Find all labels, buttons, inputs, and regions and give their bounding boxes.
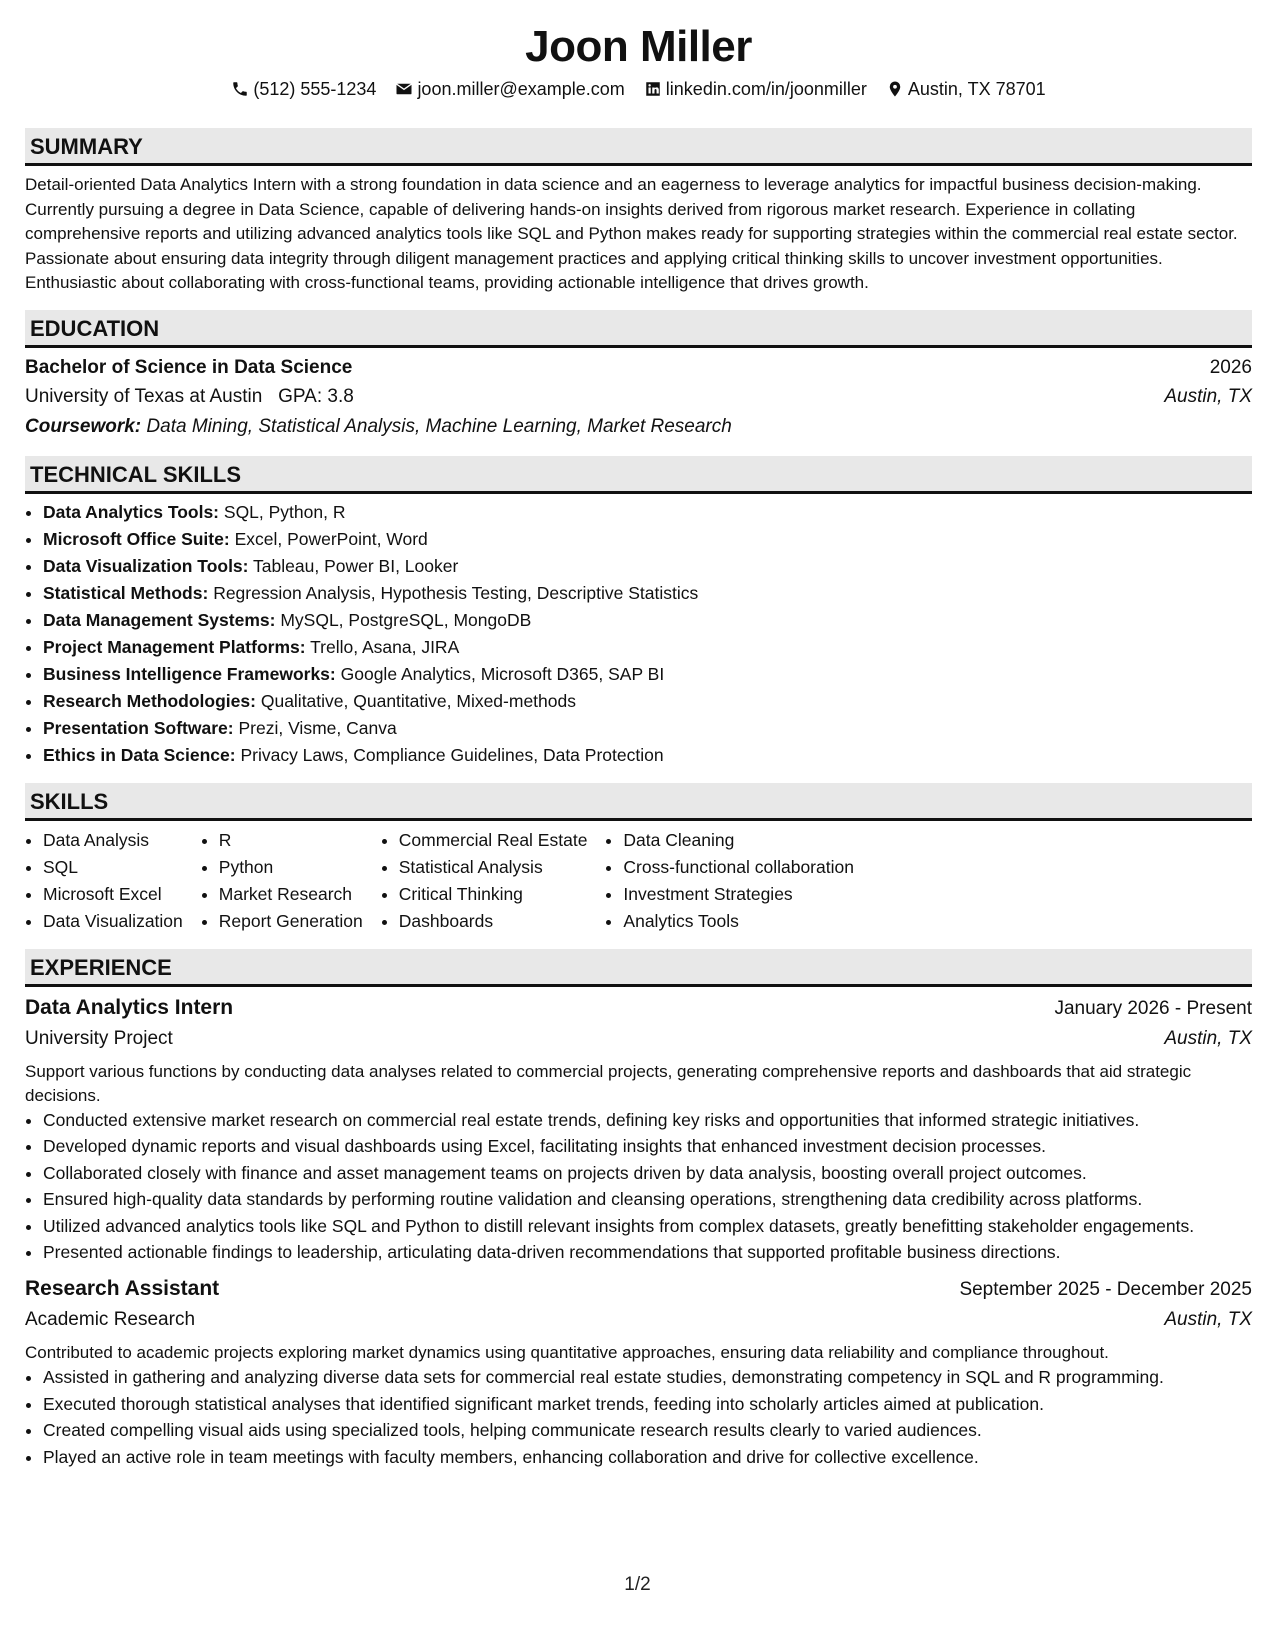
skill-item: • Statistical Analysis xyxy=(399,854,588,881)
skill-item: • Microsoft Excel xyxy=(43,881,183,908)
contact-linkedin[interactable] xyxy=(644,77,867,101)
linkedin-text[interactable]: linkedin.com/in/joonmiller xyxy=(665,79,867,99)
skills-header: SKILLS xyxy=(25,783,1252,821)
job-entry xyxy=(25,993,1252,1265)
job-location: Austin, TX xyxy=(1164,1309,1252,1330)
map-pin-icon xyxy=(886,80,904,98)
phone-icon xyxy=(231,80,249,98)
technical-skill-item xyxy=(43,634,1252,661)
job-entry xyxy=(25,1274,1252,1469)
job-bullet: • Executed thorough statistical analyses that identified significant market trends, feeding into scholarly articles aimed at publication. xyxy=(43,1392,1252,1416)
summary-text: Detail-oriented Data Analytics Intern with a strong foundation in data science and an eagerness to leverage analytics for impactful business decision-making. Currently pursuing a degree in Data Science, capable of delivering hands-on insights derived from rigorous market research. Experience in collating comprehensive reports and utilizing advanced analytics tools like SQL and Python makes ready for supporting strategies within the commercial real estate sector. Passionate about ensuring data integrity through diligent management practices and applying critical thinking skills to uncover investment opportunities. Enthusiastic about collaborating with cross-functional teams, providing actionable intelligence that drives growth. xyxy=(25,175,1238,292)
envelope-icon xyxy=(395,80,413,98)
skill-item: • R xyxy=(219,827,363,854)
technical-skill-value: Qualitative, Quantitative, Mixed-methods xyxy=(260,690,576,711)
job-description: Support various functions by conducting data analyses related to commercial projects, generating comprehensive reports and dashboards that aid strategic decisions. xyxy=(25,1061,1192,1105)
skills-grid xyxy=(25,827,1252,935)
technical-skill-value: Tableau, Power BI, Looker xyxy=(253,555,459,576)
technical-skill-item xyxy=(43,499,1252,526)
degree-year: 2026 xyxy=(1209,356,1252,378)
email-text[interactable]: joon.miller@example.com xyxy=(417,79,625,99)
linkedin-icon xyxy=(644,80,662,98)
technical-skill-item xyxy=(43,715,1252,742)
technical-skill-item xyxy=(43,580,1252,607)
technical-skill-label: Research Methodologies: xyxy=(43,690,256,711)
experience-header: EXPERIENCE xyxy=(25,949,1252,987)
education-entry xyxy=(25,354,1252,442)
location-text: Austin, TX 78701 xyxy=(907,79,1046,99)
job-bullet: • Collaborated closely with finance and asset management teams on projects driven by data analysis, boosting overall project outcomes. xyxy=(43,1161,1252,1185)
technical-skill-item xyxy=(43,688,1252,715)
skills-column xyxy=(201,827,363,935)
job-dates: September 2025 - December 2025 xyxy=(959,1279,1252,1300)
education-header: EDUCATION xyxy=(25,310,1252,348)
technical-skill-label: Microsoft Office Suite: xyxy=(43,528,230,549)
skill-item: • Data Cleaning xyxy=(623,827,854,854)
skill-item: • Data Analysis xyxy=(43,827,183,854)
technical-skill-label: Business Intelligence Frameworks: xyxy=(43,663,336,684)
technical-skill-value: Prezi, Visme, Canva xyxy=(238,717,397,738)
job-bullet: • Presented actionable findings to leadership, articulating data-driven recommendations that supported profitable business directions. xyxy=(43,1240,1252,1264)
skill-item: • Data Visualization xyxy=(43,908,183,935)
job-bullet: • Assisted in gathering and analyzing diverse data sets for commercial real estate studies, demonstrating competency in SQL and R programming. xyxy=(43,1365,1252,1389)
job-bullets xyxy=(25,1365,1252,1469)
technical-skill-label: Presentation Software: xyxy=(43,717,234,738)
skill-item: • Market Research xyxy=(219,881,363,908)
job-title: Data Analytics Intern xyxy=(25,995,234,1019)
technical-skill-value: Excel, PowerPoint, Word xyxy=(234,528,428,549)
job-title: Research Assistant xyxy=(25,1277,220,1300)
job-organization: Academic Research xyxy=(25,1309,196,1330)
contact-email[interactable] xyxy=(395,77,624,101)
job-bullets xyxy=(25,1108,1252,1265)
job-bullet: • Created compelling visual aids using specialized tools, helping communicate research results clearly to varied audiences. xyxy=(43,1418,1252,1442)
gpa: GPA: 3.8 xyxy=(278,385,354,407)
contact-location xyxy=(886,77,1046,101)
technical-skill-value: MySQL, PostgreSQL, MongoDB xyxy=(280,609,532,630)
resume-page xyxy=(25,20,1252,1471)
technical-skill-value: Privacy Laws, Compliance Guidelines, Data Protection xyxy=(240,744,664,765)
job-location: Austin, TX xyxy=(1164,1027,1252,1049)
technical-skill-item xyxy=(43,607,1252,634)
job-organization: University Project xyxy=(25,1027,173,1049)
technical-skill-label: Data Analytics Tools: xyxy=(43,501,220,522)
technical-skills-header: TECHNICAL SKILLS xyxy=(25,456,1252,494)
skill-item: • Report Generation xyxy=(219,908,363,935)
technical-skills-list xyxy=(25,499,1252,769)
skill-item: • Cross-functional collaboration xyxy=(623,854,854,881)
technical-skill-label: Data Management Systems: xyxy=(43,609,276,630)
skills-column xyxy=(605,827,854,935)
skills-column xyxy=(25,827,183,935)
technical-skill-label: Ethics in Data Science: xyxy=(43,744,236,765)
technical-skill-item xyxy=(43,661,1252,688)
technical-skill-value: SQL, Python, R xyxy=(223,501,346,522)
school-name: University of Texas at Austin xyxy=(25,385,263,407)
job-bullet: • Ensured high-quality data standards by performing routine validation and cleansing operations, strengthening data credibility across platforms. xyxy=(43,1187,1252,1211)
skills-column xyxy=(381,827,588,935)
candidate-name: Joon Miller xyxy=(525,22,752,71)
job-dates: January 2026 - Present xyxy=(1054,997,1252,1019)
technical-skill-item xyxy=(43,553,1252,580)
school-location: Austin, TX xyxy=(1164,385,1252,407)
experience-list xyxy=(25,993,1252,1469)
technical-skill-value: Trello, Asana, JIRA xyxy=(310,636,460,657)
technical-skill-label: Data Visualization Tools: xyxy=(43,555,249,576)
skill-item: • SQL xyxy=(43,854,183,881)
skill-item: • Python xyxy=(219,854,363,881)
job-description: Contributed to academic projects exploring market dynamics using quantitative approaches, ensuring data reliability and compliance throughout. xyxy=(25,1343,1109,1362)
degree-title: Bachelor of Science in Data Science xyxy=(25,356,353,378)
coursework-label: Coursework: xyxy=(25,415,142,437)
skill-item: • Analytics Tools xyxy=(623,908,854,935)
technical-skill-label: Statistical Methods: xyxy=(43,582,209,603)
job-bullet: • Played an active role in team meetings with faculty members, enhancing collaboration and drive for collective excellence. xyxy=(43,1445,1252,1469)
technical-skill-value: Google Analytics, Microsoft D365, SAP BI xyxy=(340,663,665,684)
job-bullet: • Developed dynamic reports and visual dashboards using Excel, facilitating insights that enhanced investment decision processes. xyxy=(43,1134,1252,1158)
phone-text: (512) 555-1234 xyxy=(253,79,377,99)
technical-skill-label: Project Management Platforms: xyxy=(43,636,306,657)
contact-line xyxy=(25,77,1252,104)
skill-item: • Critical Thinking xyxy=(399,881,588,908)
skill-item: • Dashboards xyxy=(399,908,588,935)
contact-phone xyxy=(231,77,376,101)
page-number: 1/2 xyxy=(624,1574,651,1595)
skill-item: • Commercial Real Estate xyxy=(399,827,588,854)
coursework-list: Data Mining, Statistical Analysis, Machine Learning, Market Research xyxy=(146,415,732,437)
technical-skill-item xyxy=(43,526,1252,553)
summary-header: SUMMARY xyxy=(25,128,1252,166)
technical-skill-value: Regression Analysis, Hypothesis Testing, Descriptive Statistics xyxy=(213,582,699,603)
job-bullet: • Utilized advanced analytics tools like SQL and Python to distill relevant insights from complex datasets, greatly benefitting stakeholder engagements. xyxy=(43,1214,1252,1238)
skill-item: • Investment Strategies xyxy=(623,881,854,908)
coursework xyxy=(25,412,1252,442)
technical-skill-item xyxy=(43,742,1252,769)
job-bullet: • Conducted extensive market research on commercial real estate trends, defining key risks and opportunities that informed strategic initiatives. xyxy=(43,1108,1252,1132)
